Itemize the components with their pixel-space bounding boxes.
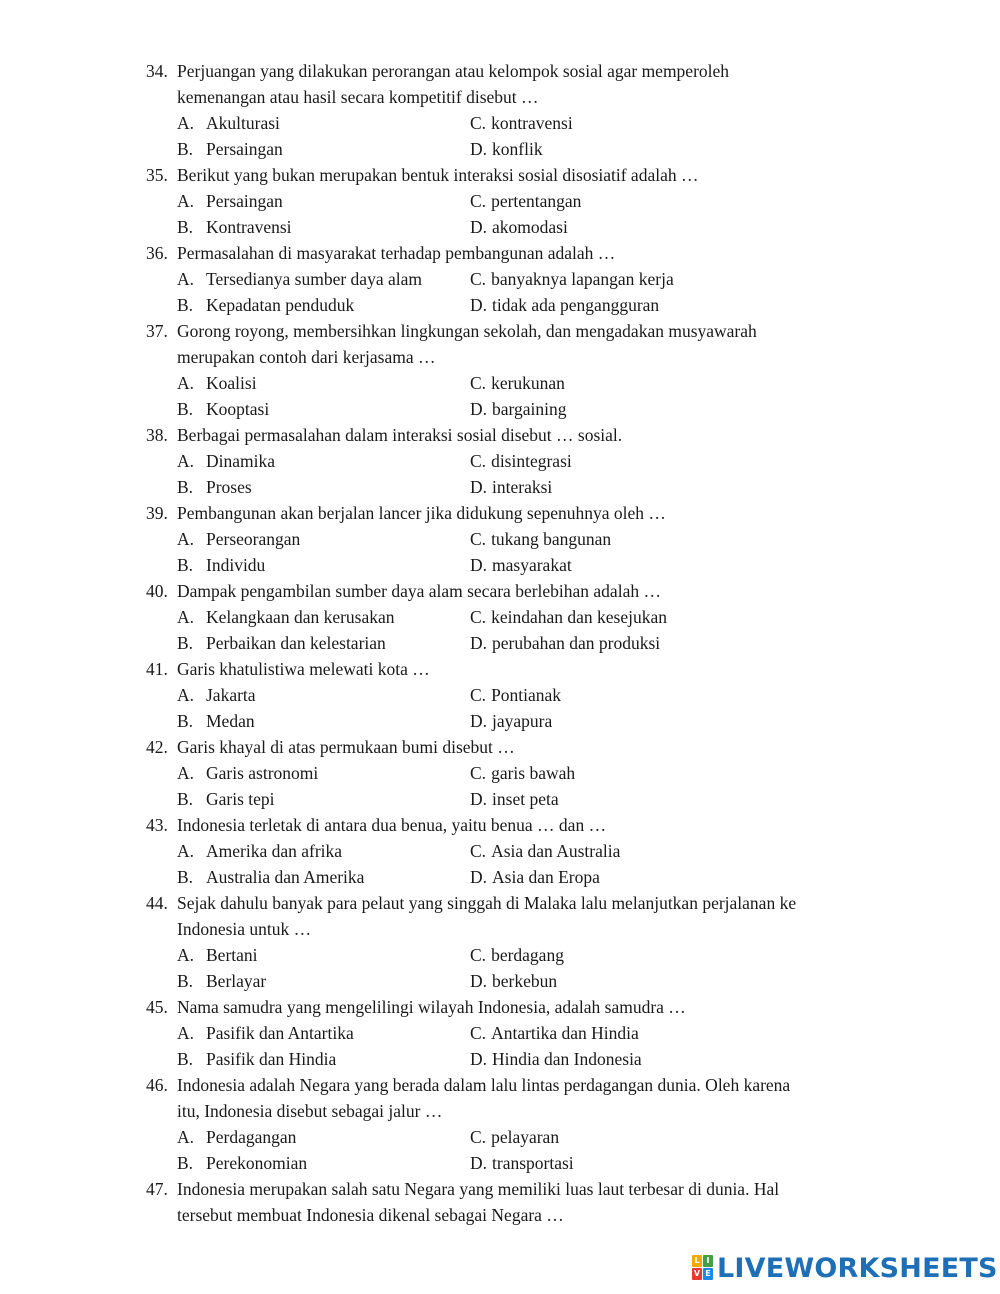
question-text: itu, Indonesia disebut sebagai jalur … — [177, 1101, 443, 1121]
question-36 — [0, 240, 1000, 318]
question-line — [0, 916, 1000, 942]
option-text: bargaining — [492, 399, 567, 419]
logo-mark-cell: V — [693, 1269, 701, 1278]
question-text: Pembangunan akan berjalan lancer jika didukung sepenuhnya oleh … — [177, 503, 666, 523]
option-d[interactable] — [470, 396, 567, 422]
option-text: masyarakat — [492, 555, 572, 575]
option-text: Medan — [206, 711, 255, 731]
option-a[interactable] — [177, 942, 258, 968]
option-letter: D. — [470, 295, 488, 315]
option-letter: C. — [470, 607, 487, 627]
option-letter: B. — [177, 139, 194, 159]
question-line — [0, 578, 1000, 604]
options-row — [0, 292, 1000, 318]
option-letter: C. — [470, 113, 487, 133]
option-text: Dinamika — [206, 451, 276, 471]
option-text: inset peta — [492, 789, 559, 809]
question-line — [0, 422, 1000, 448]
option-letter: A. — [177, 763, 195, 783]
option-b[interactable] — [177, 708, 255, 734]
option-d[interactable] — [470, 864, 600, 890]
option-c[interactable] — [470, 760, 575, 786]
option-b[interactable] — [177, 552, 265, 578]
option-letter: B. — [177, 295, 194, 315]
question-text: Gorong royong, membersihkan lingkungan sekolah, dan mengadakan musyawarah — [177, 321, 757, 341]
options-row — [0, 968, 1000, 994]
question-line — [0, 812, 1000, 838]
option-b[interactable] — [177, 396, 269, 422]
option-d[interactable] — [470, 1046, 642, 1072]
option-letter: D. — [470, 555, 488, 575]
option-b[interactable] — [177, 292, 354, 318]
question-line — [0, 890, 1000, 916]
question-number: 39. — [146, 503, 168, 523]
question-number: 42. — [146, 737, 168, 757]
option-text: Perekonomian — [206, 1153, 308, 1173]
option-letter: A. — [177, 529, 195, 549]
options-row — [0, 266, 1000, 292]
option-text: Persaingan — [206, 191, 283, 211]
option-letter: A. — [177, 1127, 195, 1147]
option-text: berdagang — [491, 945, 564, 965]
option-text: perubahan dan produksi — [492, 633, 661, 653]
option-text: Kepadatan penduduk — [206, 295, 355, 315]
option-letter: A. — [177, 1023, 195, 1043]
options-row — [0, 786, 1000, 812]
question-number: 45. — [146, 997, 168, 1017]
options-row — [0, 1124, 1000, 1150]
option-letter: A. — [177, 269, 195, 289]
option-text: Garis tepi — [206, 789, 275, 809]
question-35 — [0, 162, 1000, 240]
question-number: 40. — [146, 581, 168, 601]
options-row — [0, 1020, 1000, 1046]
option-letter: D. — [470, 633, 488, 653]
option-c[interactable] — [470, 266, 674, 292]
option-letter: A. — [177, 945, 195, 965]
option-letter: C. — [470, 685, 487, 705]
option-b[interactable] — [177, 864, 364, 890]
option-letter: C. — [470, 945, 487, 965]
option-letter: C. — [470, 763, 487, 783]
option-text: Akulturasi — [206, 113, 280, 133]
option-b[interactable] — [177, 214, 292, 240]
option-letter: B. — [177, 217, 194, 237]
question-line — [0, 656, 1000, 682]
options-row — [0, 526, 1000, 552]
question-43 — [0, 812, 1000, 890]
question-line — [0, 1202, 1000, 1228]
option-text: berkebun — [492, 971, 558, 991]
option-text: tidak ada pengangguran — [492, 295, 660, 315]
option-b[interactable] — [177, 1150, 307, 1176]
question-text: merupakan contoh dari kerjasama … — [177, 347, 436, 367]
option-d[interactable] — [470, 552, 572, 578]
question-line — [0, 1176, 1000, 1202]
question-line — [0, 500, 1000, 526]
option-letter: C. — [470, 269, 487, 289]
option-text: Perdagangan — [206, 1127, 297, 1147]
option-b[interactable] — [177, 1046, 336, 1072]
option-c[interactable] — [470, 1020, 639, 1046]
question-number: 34. — [146, 61, 168, 81]
option-letter: B. — [177, 633, 194, 653]
question-line — [0, 1072, 1000, 1098]
option-letter: D. — [470, 1153, 488, 1173]
question-text: Perjuangan yang dilakukan perorangan atau kelompok sosial agar memperoleh — [177, 61, 730, 81]
options-row — [0, 214, 1000, 240]
option-letter: C. — [470, 529, 487, 549]
option-letter: C. — [470, 1023, 487, 1043]
question-number: 37. — [146, 321, 168, 341]
options-row — [0, 552, 1000, 578]
options-row — [0, 682, 1000, 708]
option-text: transportasi — [492, 1153, 574, 1173]
question-line — [0, 344, 1000, 370]
option-text: Kontravensi — [206, 217, 292, 237]
option-a[interactable] — [177, 838, 342, 864]
option-b[interactable] — [177, 968, 266, 994]
question-number: 41. — [146, 659, 168, 679]
option-text: Asia dan Eropa — [492, 867, 600, 887]
worksheet-page — [0, 58, 1000, 1228]
option-a[interactable] — [177, 110, 280, 136]
question-text: tersebut membuat Indonesia dikenal sebagai Negara … — [177, 1205, 564, 1225]
options-row — [0, 110, 1000, 136]
options-row — [0, 1150, 1000, 1176]
option-letter: B. — [177, 399, 194, 419]
question-line — [0, 994, 1000, 1020]
question-line — [0, 58, 1000, 84]
options-row — [0, 448, 1000, 474]
question-text: Berikut yang bukan merupakan bentuk interaksi sosial disosiatif adalah … — [177, 165, 699, 185]
option-text: Pontianak — [491, 685, 562, 705]
option-text: garis bawah — [491, 763, 576, 783]
question-number: 35. — [146, 165, 168, 185]
question-40 — [0, 578, 1000, 656]
option-text: banyaknya lapangan kerja — [491, 269, 674, 289]
option-letter: C. — [470, 1127, 487, 1147]
option-d[interactable] — [470, 968, 557, 994]
option-b[interactable] — [177, 136, 283, 162]
question-number: 38. — [146, 425, 168, 445]
question-45 — [0, 994, 1000, 1072]
logo-mark-cell: L — [692, 1255, 702, 1267]
question-text: Indonesia adalah Negara yang berada dalam lalu lintas perdagangan dunia. Oleh karena — [177, 1075, 791, 1095]
option-text: Kooptasi — [206, 399, 270, 419]
question-41 — [0, 656, 1000, 734]
option-a[interactable] — [177, 760, 318, 786]
option-letter: B. — [177, 477, 194, 497]
option-letter: D. — [470, 139, 488, 159]
option-text: Amerika dan afrika — [206, 841, 343, 861]
option-letter: D. — [470, 399, 488, 419]
option-text: pertentangan — [491, 191, 582, 211]
option-a[interactable] — [177, 1020, 354, 1046]
option-text: Australia dan Amerika — [206, 867, 365, 887]
option-a[interactable] — [177, 1124, 296, 1150]
options-row — [0, 864, 1000, 890]
option-d[interactable] — [470, 630, 660, 656]
option-text: Proses — [206, 477, 252, 497]
option-a[interactable] — [177, 188, 283, 214]
option-text: Tersedianya sumber daya alam — [206, 269, 422, 289]
option-text: Pasifik dan Antartika — [206, 1023, 354, 1043]
option-d[interactable] — [470, 1150, 574, 1176]
option-a[interactable] — [177, 682, 256, 708]
option-a[interactable] — [177, 448, 275, 474]
option-c[interactable] — [470, 188, 581, 214]
options-row — [0, 370, 1000, 396]
options-row — [0, 942, 1000, 968]
option-letter: B. — [177, 555, 194, 575]
question-line — [0, 162, 1000, 188]
question-44 — [0, 890, 1000, 994]
question-line — [0, 240, 1000, 266]
option-c[interactable] — [470, 448, 572, 474]
option-text: Kelangkaan dan kerusakan — [206, 607, 395, 627]
option-letter: D. — [470, 789, 488, 809]
options-row — [0, 630, 1000, 656]
option-text: interaksi — [492, 477, 553, 497]
question-38 — [0, 422, 1000, 500]
question-39 — [0, 500, 1000, 578]
option-text: pelayaran — [491, 1127, 560, 1147]
option-letter: A. — [177, 113, 195, 133]
option-c[interactable] — [470, 838, 620, 864]
option-text: keindahan dan kesejukan — [491, 607, 667, 627]
option-text: Pasifik dan Hindia — [206, 1049, 337, 1069]
option-b[interactable] — [177, 474, 252, 500]
option-text: Jakarta — [206, 685, 256, 705]
options-row — [0, 838, 1000, 864]
question-number: 47. — [146, 1179, 168, 1199]
question-line — [0, 734, 1000, 760]
option-letter: A. — [177, 451, 195, 471]
option-d[interactable] — [470, 136, 543, 162]
option-text: Koalisi — [206, 373, 257, 393]
option-letter: D. — [470, 711, 488, 731]
option-c[interactable] — [470, 942, 564, 968]
option-letter: A. — [177, 841, 195, 861]
option-letter: B. — [177, 789, 194, 809]
option-letter: B. — [177, 1049, 194, 1069]
option-d[interactable] — [470, 292, 659, 318]
options-row — [0, 474, 1000, 500]
option-text: tukang bangunan — [491, 529, 612, 549]
option-c[interactable] — [470, 682, 561, 708]
question-number: 43. — [146, 815, 168, 835]
option-text: akomodasi — [492, 217, 568, 237]
options-row — [0, 1046, 1000, 1072]
option-text: Persaingan — [206, 139, 283, 159]
question-text: Garis khayal di atas permukaan bumi disebut … — [177, 737, 515, 757]
option-letter: A. — [177, 373, 195, 393]
question-34 — [0, 58, 1000, 162]
option-c[interactable] — [470, 526, 611, 552]
option-text: kerukunan — [491, 373, 565, 393]
options-row — [0, 136, 1000, 162]
option-a[interactable] — [177, 526, 300, 552]
question-text: Sejak dahulu banyak para pelaut yang singgah di Malaka lalu melanjutkan perjalanan ke — [177, 893, 797, 913]
option-b[interactable] — [177, 630, 386, 656]
option-letter: B. — [177, 1153, 194, 1173]
question-number: 44. — [146, 893, 168, 913]
question-text: Indonesia merupakan salah satu Negara yang memiliki luas laut terbesar di dunia. Hal — [177, 1179, 780, 1199]
option-letter: C. — [470, 191, 487, 211]
option-d[interactable] — [470, 214, 568, 240]
option-text: Individu — [206, 555, 266, 575]
option-c[interactable] — [470, 370, 565, 396]
question-text: Indonesia terletak di antara dua benua, yaitu benua … dan … — [177, 815, 607, 835]
question-line — [0, 318, 1000, 344]
question-42 — [0, 734, 1000, 812]
option-b[interactable] — [177, 786, 275, 812]
question-line — [0, 1098, 1000, 1124]
options-row — [0, 708, 1000, 734]
option-d[interactable] — [470, 786, 559, 812]
option-text: Asia dan Australia — [491, 841, 621, 861]
option-text: disintegrasi — [491, 451, 572, 471]
option-d[interactable] — [470, 708, 552, 734]
option-letter: D. — [470, 867, 488, 887]
option-a[interactable] — [177, 370, 257, 396]
options-row — [0, 604, 1000, 630]
logo-mark-cell: I — [703, 1255, 713, 1267]
options-row — [0, 188, 1000, 214]
liveworksheets-logo — [692, 1252, 998, 1284]
options-row — [0, 760, 1000, 786]
question-text: Indonesia untuk … — [177, 919, 312, 939]
options-row — [0, 396, 1000, 422]
option-letter: A. — [177, 191, 195, 211]
option-letter: A. — [177, 685, 195, 705]
question-47 — [0, 1176, 1000, 1228]
logo-mark-cell: E — [703, 1268, 713, 1280]
option-letter: D. — [470, 971, 488, 991]
question-line — [0, 84, 1000, 110]
option-letter: D. — [470, 1049, 488, 1069]
option-text: Antartika dan Hindia — [491, 1023, 639, 1043]
option-text: konflik — [492, 139, 543, 159]
question-number: 46. — [146, 1075, 168, 1095]
option-letter: B. — [177, 711, 194, 731]
question-text: Berbagai permasalahan dalam interaksi sosial disebut … sosial. — [177, 425, 623, 445]
option-letter: B. — [177, 867, 194, 887]
option-text: Bertani — [206, 945, 258, 965]
option-letter: C. — [470, 451, 487, 471]
question-37 — [0, 318, 1000, 422]
option-c[interactable] — [470, 604, 667, 630]
option-text: Perseorangan — [206, 529, 301, 549]
question-number: 36. — [146, 243, 168, 263]
question-text: Nama samudra yang mengelilingi wilayah Indonesia, adalah samudra … — [177, 997, 686, 1017]
option-text: Garis astronomi — [206, 763, 319, 783]
question-text: Permasalahan di masyarakat terhadap pembangunan adalah … — [177, 243, 616, 263]
option-text: kontravensi — [491, 113, 573, 133]
question-text: kemenangan atau hasil secara kompetitif disebut … — [177, 87, 539, 107]
option-letter: B. — [177, 971, 194, 991]
option-a[interactable] — [177, 604, 395, 630]
question-text: Garis khatulistiwa melewati kota … — [177, 659, 430, 679]
option-text: jayapura — [492, 711, 553, 731]
option-text: Hindia dan Indonesia — [492, 1049, 642, 1069]
option-text: Perbaikan dan kelestarian — [206, 633, 386, 653]
option-letter: D. — [470, 217, 488, 237]
option-letter: A. — [177, 607, 195, 627]
option-letter: D. — [470, 477, 488, 497]
option-c[interactable] — [470, 1124, 559, 1150]
question-46 — [0, 1072, 1000, 1176]
option-letter: C. — [470, 841, 487, 861]
option-text: Berlayar — [206, 971, 267, 991]
option-letter: C. — [470, 373, 487, 393]
option-a[interactable] — [177, 266, 422, 292]
option-d[interactable] — [470, 474, 552, 500]
question-text: Dampak pengambilan sumber daya alam secara berlebihan adalah … — [177, 581, 661, 601]
liveworksheets-logo-icon — [692, 1255, 714, 1281]
logo-text: LIVEWORKSHEETS — [717, 1252, 998, 1284]
option-c[interactable] — [470, 110, 573, 136]
